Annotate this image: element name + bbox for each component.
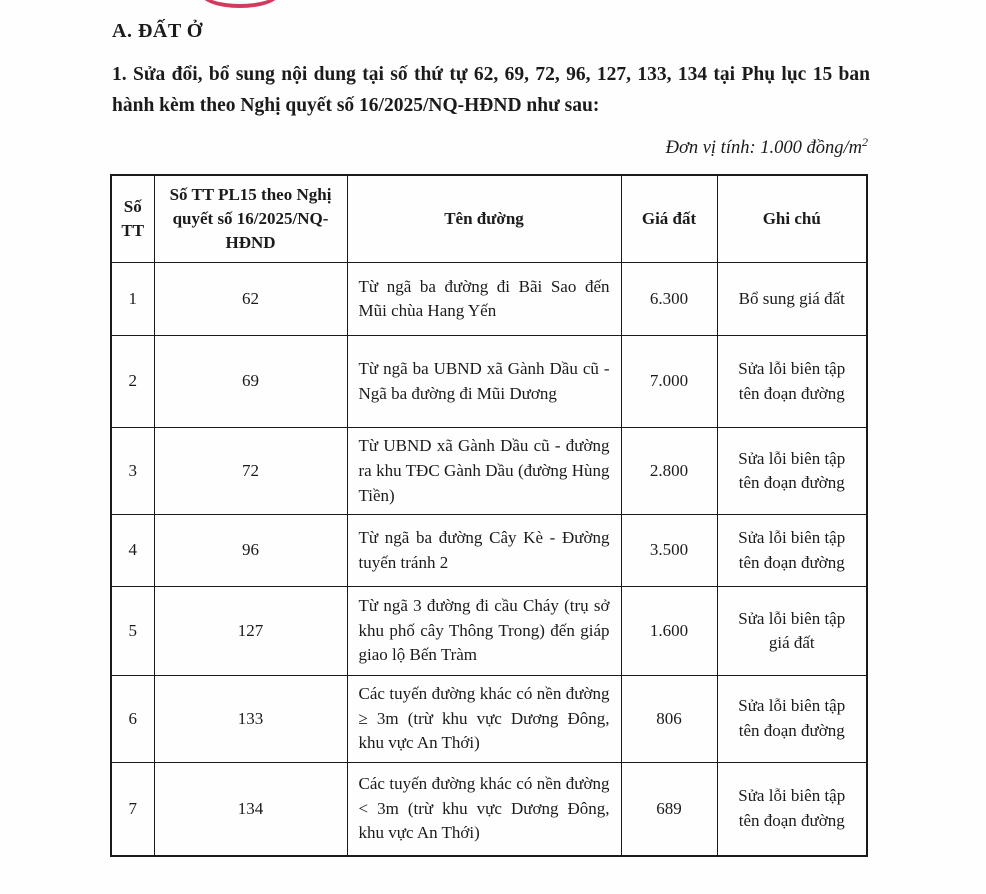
cell-ghi-chu: Bổ sung giá đất <box>717 263 867 336</box>
cell-ghi-chu: Sửa lỗi biên tập tên đoạn đường <box>717 428 867 515</box>
table-row <box>111 676 867 763</box>
cell-gia-dat: 3.500 <box>621 515 717 587</box>
cell-ghi-chu: Sửa lỗi biên tập tên đoạn đường <box>717 676 867 763</box>
cell-pl15: 96 <box>154 515 347 587</box>
cell-ten-duong: Từ ngã ba đường đi Bãi Sao đến Mũi chùa Hang Yến <box>347 263 621 336</box>
table-row <box>111 763 867 856</box>
table-body <box>111 263 867 856</box>
header-ghi-chu: Ghi chú <box>717 175 867 263</box>
cell-ten-duong: Các tuyến đường khác có nền đường < 3m (trừ khu vực Dương Đông, khu vực An Thới) <box>347 763 621 856</box>
intro-paragraph: 1. Sửa đổi, bổ sung nội dung tại số thứ tự 62, 69, 72, 96, 127, 133, 134 tại Phụ lục 15 ban hành kèm theo Nghị quyết số 16/2025/NQ-HĐND như sau: <box>112 64 870 116</box>
header-stt: Số TT <box>111 175 154 263</box>
cell-stt: 3 <box>111 428 154 515</box>
cell-ghi-chu: Sửa lỗi biên tập tên đoạn đường <box>717 763 867 856</box>
cell-pl15: 134 <box>154 763 347 856</box>
cell-gia-dat: 6.300 <box>621 263 717 336</box>
unit-note-text: Đơn vị tính: 1.000 đồng/m <box>665 137 862 158</box>
table-row <box>111 428 867 515</box>
section-heading: A. ĐẤT Ở <box>112 20 203 42</box>
table-row <box>111 515 867 587</box>
cell-ten-duong: Các tuyến đường khác có nền đường ≥ 3m (trừ khu vực Dương Đông, khu vực An Thới) <box>347 676 621 763</box>
land-price-table <box>110 174 868 857</box>
table-row <box>111 263 867 336</box>
unit-note-superscript: 2 <box>862 134 868 149</box>
cell-ghi-chu: Sửa lỗi biên tập tên đoạn đường <box>717 515 867 587</box>
cell-ten-duong: Từ ngã ba đường Cây Kè - Đường tuyến tránh 2 <box>347 515 621 587</box>
cell-stt: 1 <box>111 263 154 336</box>
table-header-row <box>111 175 867 263</box>
cell-ten-duong: Từ UBND xã Gành Dầu cũ - đường ra khu TĐC Gành Dầu (đường Hùng Tiền) <box>347 428 621 515</box>
cell-ten-duong: Từ ngã ba UBND xã Gành Dầu cũ - Ngã ba đường đi Mũi Dương <box>347 336 621 428</box>
red-seal-arc <box>200 0 280 8</box>
cell-gia-dat: 689 <box>621 763 717 856</box>
unit-note <box>112 135 868 159</box>
table-row <box>111 336 867 428</box>
header-gia-dat: Giá đất <box>621 175 717 263</box>
cell-stt: 6 <box>111 676 154 763</box>
cell-pl15: 127 <box>154 587 347 676</box>
cell-gia-dat: 2.800 <box>621 428 717 515</box>
cell-ten-duong: Từ ngã 3 đường đi cầu Cháy (trụ sở khu phố cây Thông Trong) đến giáp giao lộ Bến Tràm <box>347 587 621 676</box>
cell-pl15: 72 <box>154 428 347 515</box>
cell-gia-dat: 1.600 <box>621 587 717 676</box>
header-pl15: Số TT PL15 theo Nghị quyết số 16/2025/NQ-HĐND <box>154 175 347 263</box>
cell-pl15: 69 <box>154 336 347 428</box>
cell-ghi-chu: Sửa lỗi biên tập giá đất <box>717 587 867 676</box>
cell-pl15: 62 <box>154 263 347 336</box>
cell-stt: 5 <box>111 587 154 676</box>
cell-gia-dat: 806 <box>621 676 717 763</box>
cell-ghi-chu: Sửa lỗi biên tập tên đoạn đường <box>717 336 867 428</box>
cell-stt: 2 <box>111 336 154 428</box>
header-ten-duong: Tên đường <box>347 175 621 263</box>
cell-pl15: 133 <box>154 676 347 763</box>
cell-gia-dat: 7.000 <box>621 336 717 428</box>
table-row <box>111 587 867 676</box>
cell-stt: 7 <box>111 763 154 856</box>
cell-stt: 4 <box>111 515 154 587</box>
